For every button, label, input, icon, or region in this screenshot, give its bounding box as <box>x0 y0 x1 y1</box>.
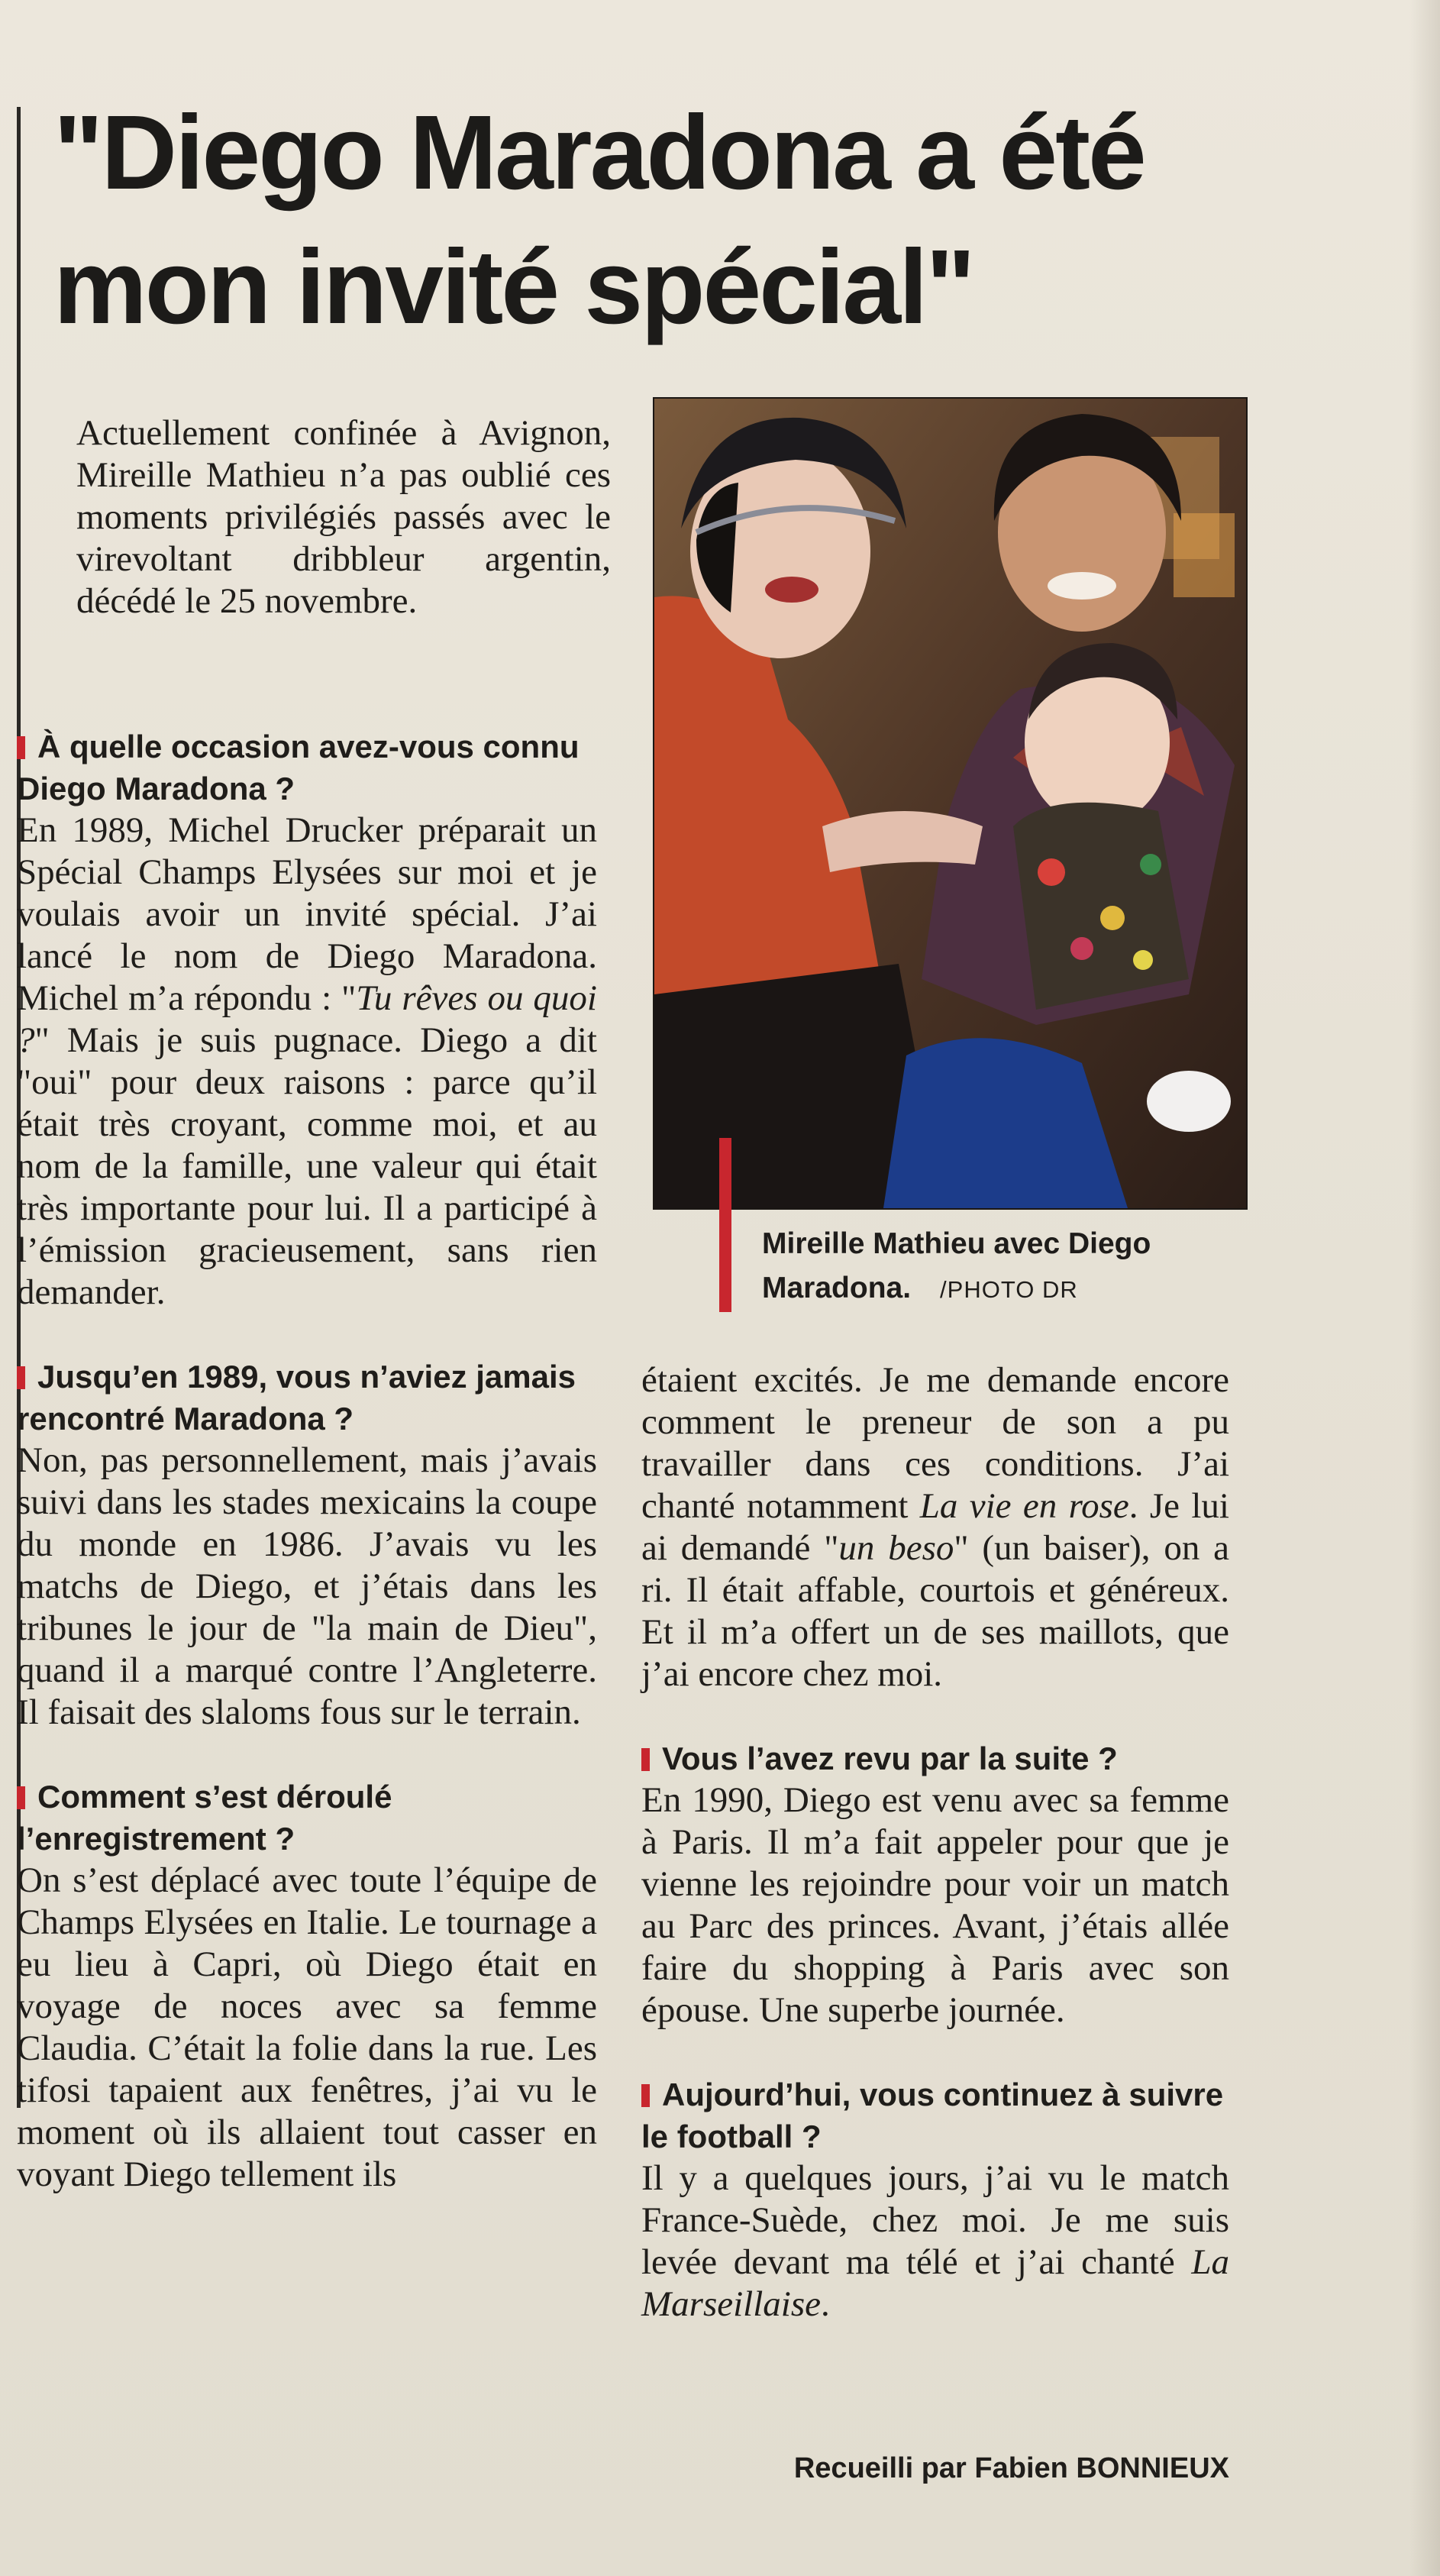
headline: "Diego Maradona a été mon invité spécial" <box>53 94 1145 346</box>
lede-text: Actuellement confinée à Avignon, Mireille Mathieu n’a pas oublié ces moments privilégiés passés avec le virevoltant dribbleur argentin, décédé le 25 novembre. <box>76 413 611 621</box>
answer-5-text: Il y a quelques jours, j’ai vu le match France-Suède, chez moi. Je me suis levée devant ma télé et j’ai chanté <box>641 2158 1229 2282</box>
question-1-text: À quelle occasion avez-vous connu Diego Maradona ? <box>17 729 580 806</box>
question-1 <box>17 726 597 810</box>
question-4-text: Vous l’avez revu par la suite ? <box>662 1740 1118 1776</box>
answer-4: En 1990, Diego est venu avec sa femme à Paris. Il m’a fait appeler pour que je vienne les rejoindre pour voir un match au Parc des princes. Avant, j’étais allée faire du shopping à Paris avec son épouse. Une superbe journée. <box>641 1780 1229 2030</box>
question-2-text: Jusqu’en 1989, vous n’aviez jamais rencontré Maradona ? <box>17 1359 576 1437</box>
question-3 <box>17 1776 597 1860</box>
answer-3-part-1: On s’est déplacé avec toute l’équipe de Champs Elysées en Italie. Le tournage a eu lieu à Capri, où Diego était en voyage de noces avec sa femme Claudia. C’était la folie dans la rue. Les tifosi tapaient aux fenêtres, j’ai vu le moment où ils allaient tout casser en voyant Diego tellement ils <box>17 1860 597 2194</box>
answer-3-part-2 <box>641 1359 1229 1695</box>
answer-5-text-end: . <box>820 2284 830 2324</box>
caption-accent-bar <box>719 1138 731 1312</box>
question-2 <box>17 1356 597 1440</box>
question-marker <box>17 1786 25 1809</box>
answer-5 <box>641 2157 1229 2326</box>
answer-3-text-a: étaient excités. Je me demande encore comment le preneur de son a pu travailler dans ces conditions. J’ai chanté notamment <box>641 1360 1229 1526</box>
article-photo <box>653 397 1248 1210</box>
answer-1-text-end: " Mais je suis pugnace. Diego a dit "oui" pour deux raisons : parce qu’il était très croyant, comme moi, et au nom de la famille, une valeur qui était très importante pour lui. Il a participé à l’émission gracieusement, sans rien demander. <box>17 1020 597 1312</box>
song-title: La vie en rose <box>919 1486 1129 1526</box>
answer-1-quote: Tu rêves ou quoi ? <box>17 978 597 1060</box>
answer-3-text-b: . Je lui ai demandé " <box>641 1486 1229 1568</box>
question-4 <box>641 1737 1229 1779</box>
answer-3-text-c: " (un baiser), on a ri. Il était affable, courtois et généreux. Et il m’a offert un de ses maillots, que j’ai encore chez moi. <box>641 1528 1230 1694</box>
question-marker <box>17 736 25 759</box>
question-marker <box>641 2084 650 2107</box>
photo-credit: /PHOTO DR <box>940 1276 1078 1303</box>
answer-1 <box>17 810 597 1314</box>
answer-1-text: En 1989, Michel Drucker préparait un Spécial Champs Elysées sur moi et je voulais avoir un invité spécial. J’ai lancé le nom de Diego Maradona. Michel m’a répondu : " <box>17 810 597 1018</box>
question-5 <box>641 2073 1229 2157</box>
caption-text: Mireille Mathieu avec Diego Maradona. <box>762 1227 1151 1304</box>
quoted-phrase: un beso <box>838 1528 954 1568</box>
byline: Recueilli par Fabien BONNIEUX <box>793 2452 1229 2484</box>
page-edge-shadow <box>1409 0 1440 2576</box>
question-3-text: Comment s’est déroulé l’enregistrement ? <box>17 1779 392 1857</box>
question-marker <box>17 1366 25 1389</box>
lede-paragraph <box>76 412 611 622</box>
column-right <box>641 1359 1229 2326</box>
photo-illustration <box>654 399 1246 1208</box>
question-marker <box>641 1748 650 1771</box>
anthem-title: La Marseillaise <box>641 2242 1229 2324</box>
answer-2: Non, pas personnellement, mais j’avais suivi dans les stades mexicains la coupe du monde en 1986. J’avais vu les matchs de Diego, et j’étais dans les tribunes le jour de "la main de Dieu", quand il a marqué contre l’Angleterre. Il faisait des slaloms fous sur le terrain. <box>17 1440 597 1732</box>
photo-caption <box>762 1222 1251 1312</box>
question-5-text: Aujourd’hui, vous continuez à suivre le football ? <box>641 2077 1224 2154</box>
column-left <box>17 726 597 2196</box>
